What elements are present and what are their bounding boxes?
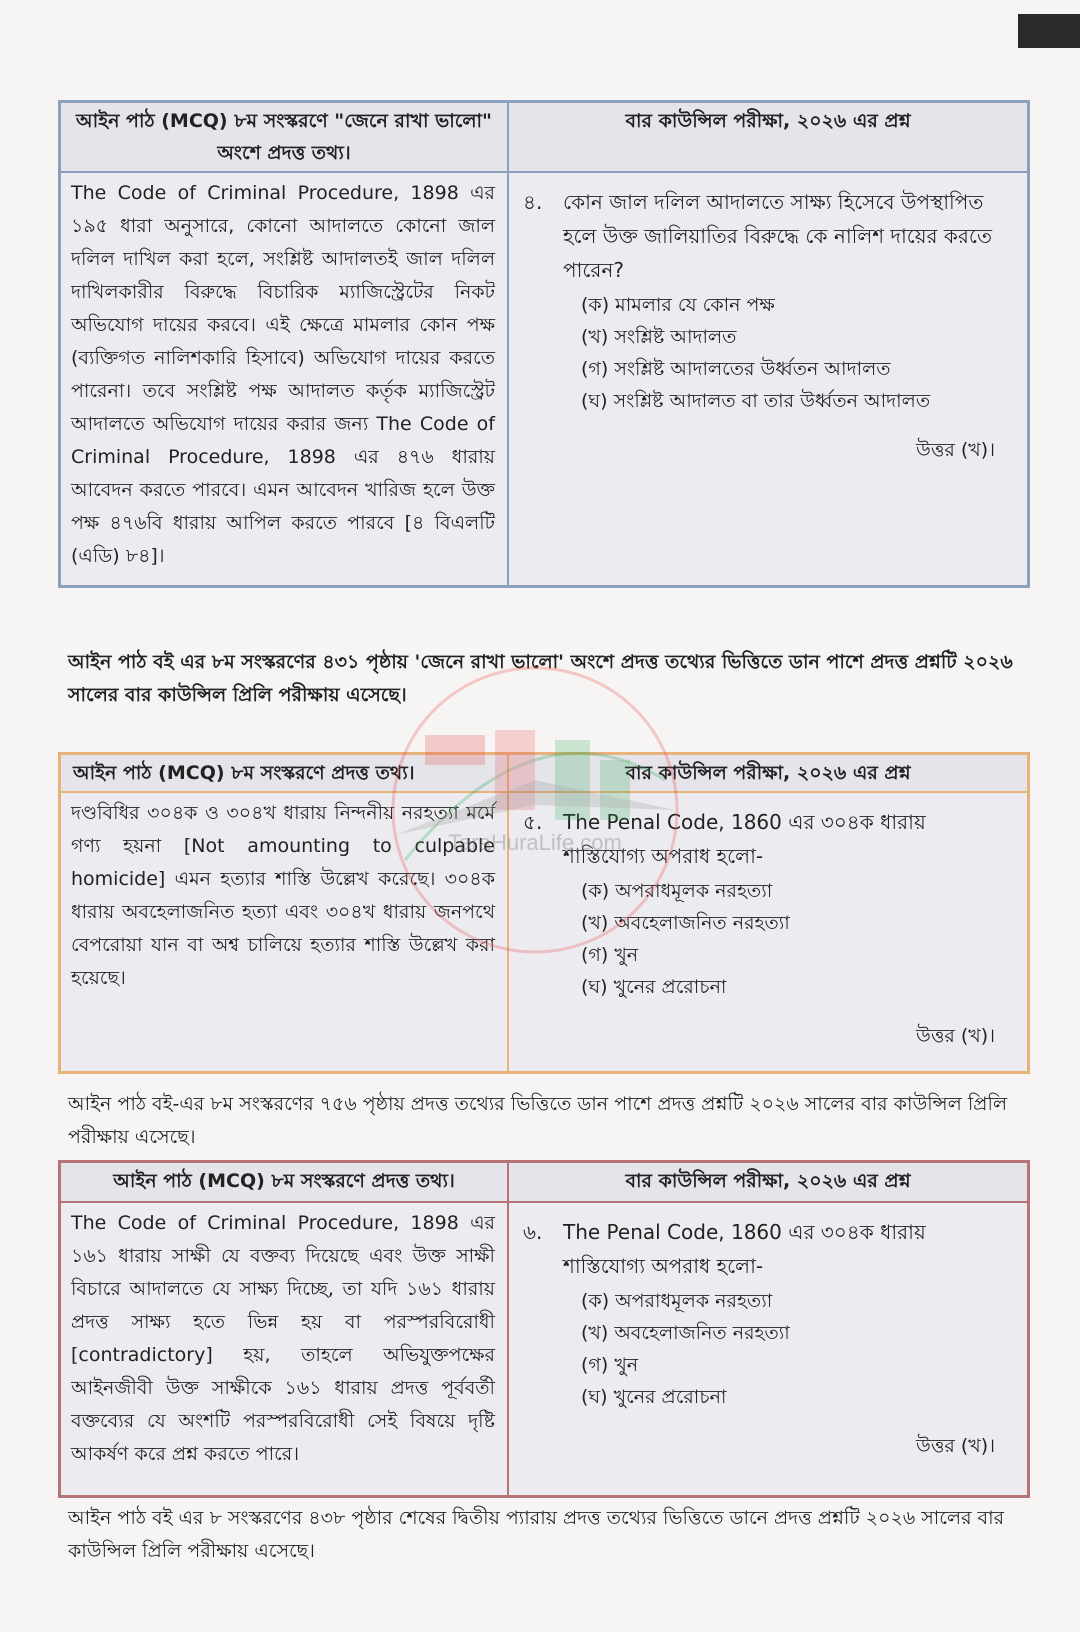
answer: উত্তর (খ)। — [916, 1025, 995, 1047]
info-text: The Code of Criminal Procedure, 1898 এর ১৬১ ধারায় সাক্ষী যে বক্তব্য দিয়েছে এবং উক্ত সাক্ষী বিচারে আদালতে যে সাক্ষ্য দিচ্ছে, তা যদি ১৬১ ধারায় প্রদত্ত সাক্ষ্য হতে ভিন্ন হয় বা পরস্পরবিরোধী [contradictory] হয়, তাহলে অভিযুক্তপক্ষের আইনজীবী উক্ত সাক্ষীকে ১৬১ ধারায় প্রদত্ত পূর্ববর্তী বক্তব্যের যে অংশটি পরস্পরবিরোধী সেই বিষয়ে দৃষ্টি আকর্ষণ করে প্রশ্ন করতে পারে। — [71, 1212, 495, 1465]
answer: উত্তর (খ)। — [916, 1435, 995, 1457]
option: (গ) খুন — [581, 944, 639, 966]
question-number: ৬. — [523, 1220, 543, 1244]
option: (ঘ) সংশ্লিষ্ট আদালত বা তার উর্ধ্বতন আদালত — [581, 390, 931, 412]
options-list — [581, 1285, 1013, 1413]
option: (গ) সংশ্লিষ্ট আদালতের উর্ধ্বতন আদালত — [581, 358, 891, 380]
comparison-table-2 — [58, 752, 1030, 1074]
right-header: বার কাউন্সিল পরীক্ষা, ২০২৬ এর প্রশ্ন — [508, 1162, 1029, 1203]
left-header: আইন পাঠ (MCQ) ৮ম সংস্করণে প্রদত্ত তথ্য। — [60, 1162, 509, 1203]
left-header: আইন পাঠ (MCQ) ৮ম সংস্করণে প্রদত্ত তথ্য। — [60, 754, 509, 793]
question-number: ৪. — [523, 190, 543, 214]
watermark-text: TaraHuraLife.com — [448, 830, 622, 855]
question-cell — [508, 1202, 1029, 1497]
answer: উত্তর (খ)। — [916, 439, 995, 461]
info-cell — [60, 1202, 509, 1497]
option: (ঘ) খুনের প্ররোচনা — [581, 976, 727, 998]
right-header: বার কাউন্সিল পরীক্ষা, ২০২৬ এর প্রশ্ন — [508, 754, 1029, 793]
question-text: কোন জাল দলিল আদালতে সাক্ষ্য হিসেবে উপস্থাপিত হলে উক্ত জালিয়াতির বিরুদ্ধে কে নালিশ দায়ের করতে পারেন? — [563, 190, 992, 282]
question-cell — [508, 172, 1029, 587]
options-list — [581, 875, 1013, 1003]
question-text: The Penal Code, 1860 এর ৩০৪ক ধারায় শাস্তিযোগ্য অপরাধ হলো- — [563, 810, 926, 868]
right-header: বার কাউন্সিল পরীক্ষা, ২০২৬ এর প্রশ্ন — [508, 102, 1029, 173]
question-number: ৫. — [523, 810, 543, 834]
section-note-1: আইন পাঠ বই এর ৮ম সংস্করণের ৪৩১ পৃষ্ঠায় 'জেনে রাখা ভালো' অংশে প্রদত্ত তথ্যের ভিত্তিতে ডান পাশে প্রদত্ত প্রশ্নটি ২০২৬ সালের বার কাউন্সিল প্রিলি পরীক্ষায় এসেছে। — [68, 651, 1013, 706]
info-cell — [60, 172, 509, 587]
option: (খ) অবহেলাজনিত নরহত্যা — [581, 1322, 790, 1344]
option: (ক) অপরাধমূলক নরহত্যা — [581, 880, 773, 902]
option: (খ) সংশ্লিষ্ট আদালত — [581, 326, 737, 348]
option: (খ) অবহেলাজনিত নরহত্যা — [581, 912, 790, 934]
info-text: দণ্ডবিধির ৩০৪ক ও ৩০৪খ ধারায় নিন্দনীয় নরহত্যা মর্মে গণ্য হয়না [Not amounting to culpable homicide] এমন হত্যার শাস্তি উল্লেখ করেছে। ৩০৪ক ধারায় অবহেলাজনিত হত্যা এবং ৩০৪খ ধারায় জনপথে বেপরোয়া যান বা অশ্ব চালিয়ে হত্যার শাস্তি উল্লেখ করা হয়েছে। — [71, 802, 495, 989]
info-cell — [60, 792, 509, 1073]
option: (ক) মামলার যে কোন পক্ষ — [581, 294, 775, 316]
left-header: আইন পাঠ (MCQ) ৮ম সংস্করণে "জেনে রাখা ভালো" অংশে প্রদত্ত তথ্য। — [60, 102, 509, 173]
option: (ক) অপরাধমূলক নরহত্যা — [581, 1290, 773, 1312]
question-block — [509, 1203, 1027, 1463]
comparison-table-3 — [58, 1160, 1030, 1498]
info-text: The Code of Criminal Procedure, 1898 এর ১৯৫ ধারা অনুসারে, কোনো আদালতে কোনো জাল দলিল দাখিল করা হলে, সংশ্লিষ্ট আদালতই জাল দলিল দাখিলকারীর বিরুদ্ধে বিচারিক ম্যাজিস্ট্রেটের নিকট অভিযোগ দায়ের করবে। এই ক্ষেত্রে মামলার কোন পক্ষ (ব্যক্তিগত নালিশকারি হিসাবে) অভিযোগ দায়ের করতে পারেনা। তবে সংশ্লিষ্ট পক্ষ আদালত কর্তৃক ম্যাজিস্ট্রেট আদালতে অভিযোগ দায়ের করার জন্য The Code of Criminal Procedure, 1898 এর ৪৭৬ ধারায় আবেদন করতে পারবে। এমন আবেদন খারিজ হলে উক্ত পক্ষ ৪৭৬বি ধারায় আপিল করতে পারবে [৪ বিএলটি (এডি) ৮৪]। — [71, 182, 495, 567]
option: (গ) খুন — [581, 1354, 639, 1376]
question-block — [509, 173, 1027, 467]
question-text: The Penal Code, 1860 এর ৩০৪ক ধারায় শাস্তিযোগ্য অপরাধ হলো- — [563, 1220, 926, 1278]
corner-tab — [1018, 14, 1080, 48]
option: (ঘ) খুনের প্ররোচনা — [581, 1386, 727, 1408]
section-note-2: আইন পাঠ বই-এর ৮ম সংস্করণের ৭৫৬ পৃষ্ঠায় প্রদত্ত তথ্যের ভিত্তিতে ডান পাশে প্রদত্ত প্রশ্নটি ২০২৬ সালের বার কাউন্সিল প্রিলি পরীক্ষায় এসেছে। — [68, 1093, 1008, 1148]
section-note-3: আইন পাঠ বই এর ৮ সংস্করণের ৪৩৮ পৃষ্ঠার শেষের দ্বিতীয় প্যারায় প্রদত্ত তথ্যের ভিত্তিতে ডানে প্রদত্ত প্রশ্নটি ২০২৬ সালের বার কাউন্সিল প্রিলি পরীক্ষায় এসেছে। — [68, 1507, 1005, 1562]
question-block — [509, 793, 1027, 1053]
comparison-table-1 — [58, 100, 1030, 588]
question-cell — [508, 792, 1029, 1073]
options-list — [581, 289, 1013, 417]
